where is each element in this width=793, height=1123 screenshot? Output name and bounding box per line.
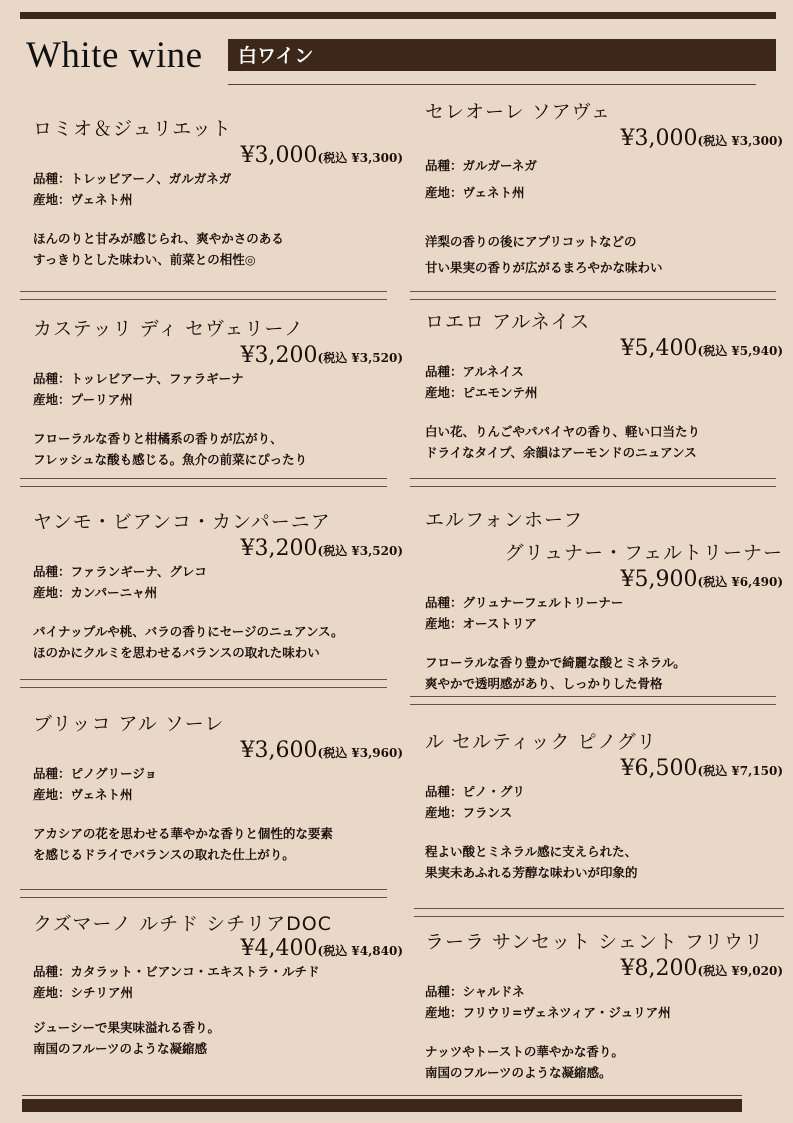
price-value: ¥3,200 xyxy=(240,343,318,368)
wine-price xyxy=(33,738,403,763)
origin: 産地：プーリア州 xyxy=(33,392,133,407)
price-value: ¥3,600 xyxy=(240,738,318,763)
wine-entry xyxy=(33,507,403,663)
tax-price-value: ¥3,960) xyxy=(351,746,403,760)
price-value: ¥5,900 xyxy=(620,567,698,592)
wine-price xyxy=(33,936,403,961)
description-line: ナッツやトーストの華やかな香り。 xyxy=(425,1044,624,1059)
description-line: 洋梨の香りの後にアプリコットなどの xyxy=(425,234,637,249)
description xyxy=(33,621,403,663)
variety: 品種：ファランギーナ、グレコ xyxy=(33,564,207,579)
wine-entry xyxy=(425,727,783,883)
wine-name: ロミオ＆ジュリエット xyxy=(33,118,232,140)
tax-prefix: (税込 xyxy=(697,764,732,778)
wine-entry xyxy=(33,709,403,865)
tax-included-price xyxy=(318,746,403,760)
origin: 産地：カンパーニャ州 xyxy=(33,585,158,600)
tax-prefix: (税込 xyxy=(317,746,352,760)
variety: 品種：トッレビアーナ、ファラギーナ xyxy=(33,371,244,386)
origin: 産地：フランス xyxy=(425,805,513,820)
tax-prefix: (税込 xyxy=(697,344,732,358)
separator xyxy=(20,478,387,487)
tax-included-price xyxy=(698,344,783,358)
description-line: 程よい酸とミネラル感に支えられた、 xyxy=(425,844,638,859)
origin: 産地：フリウリ=ヴェネツィア・ジュリア州 xyxy=(425,1005,671,1020)
price-value: ¥4,400 xyxy=(240,936,318,961)
tax-price-value: ¥4,840) xyxy=(351,944,403,958)
origin: 産地：オーストリア xyxy=(425,616,537,631)
description-line: パイナップルや桃、バラの香りにセージのニュアンス。 xyxy=(33,624,344,639)
tax-price-value: ¥3,300) xyxy=(731,134,783,148)
tax-included-price xyxy=(698,764,783,778)
description xyxy=(33,1017,403,1059)
description xyxy=(425,421,783,463)
description xyxy=(33,823,403,865)
description-line: すっきりとした味わい、前菜との相性◎ xyxy=(33,252,256,267)
page-title-jp: 白ワイン xyxy=(238,45,314,67)
wine-entry xyxy=(33,909,403,1059)
top-bar xyxy=(20,12,776,19)
wine-name: ヤンモ・ビアンコ・カンパーニア xyxy=(33,511,331,533)
origin: 産地：ヴェネト州 xyxy=(33,787,133,802)
variety: 品種：カタラット・ビアンコ・エキストラ・ルチド xyxy=(33,964,320,979)
tax-prefix: (税込 xyxy=(697,575,732,589)
wine-name: ブリッコ アル ソーレ xyxy=(33,713,225,735)
separator xyxy=(410,696,776,705)
page-title: White wine xyxy=(26,35,203,76)
wine-name-line2: グリュナー・フェルトリーナー xyxy=(504,542,783,564)
wine-name: ロエロ アルネイス xyxy=(425,311,591,333)
separator xyxy=(414,908,784,917)
title-banner xyxy=(228,39,776,71)
description-line: ジューシーで果実味溢れる香り。 xyxy=(33,1020,221,1035)
tax-price-value: ¥5,940) xyxy=(731,344,783,358)
tax-price-value: ¥6,490) xyxy=(731,575,783,589)
tax-price-value: ¥3,300) xyxy=(351,151,403,165)
description xyxy=(425,1041,783,1083)
separator xyxy=(20,291,387,300)
description-line: 白い花、りんごやパパイヤの香り、軽い口当たり xyxy=(425,424,701,439)
tax-price-value: ¥9,020) xyxy=(731,964,783,978)
wine-entry xyxy=(425,505,783,694)
tax-included-price xyxy=(318,544,403,558)
tax-included-price xyxy=(318,351,403,365)
variety: 品種：ピノ・グリ xyxy=(425,784,525,799)
wine-name: ラーラ サンセット シェント フリウリ xyxy=(425,931,765,953)
wine-price xyxy=(425,336,783,361)
description-line: フローラルな香りと柑橘系の香りが広がり、 xyxy=(33,431,283,446)
price-value: ¥8,200 xyxy=(620,956,698,981)
description-line: 南国のフルーツのような凝縮感 xyxy=(33,1041,208,1056)
description xyxy=(425,841,783,883)
wine-entry xyxy=(425,307,783,463)
origin: 産地：ヴェネト州 xyxy=(33,192,133,207)
variety: 品種：シャルドネ xyxy=(425,984,525,999)
wine-entry xyxy=(425,97,783,281)
description-line: ほんのりと甘みが感じられ、爽やかさのある xyxy=(33,231,284,246)
variety: 品種：ガルガーネガ xyxy=(425,158,537,173)
wine-price xyxy=(425,756,783,781)
description xyxy=(425,229,783,281)
wine-price xyxy=(425,567,783,592)
separator xyxy=(410,478,776,487)
tax-included-price xyxy=(318,944,403,958)
wine-name: エルフォンホーフ xyxy=(425,509,584,531)
separator xyxy=(410,291,776,300)
bottom-bar xyxy=(22,1099,742,1112)
origin: 産地：ピエモンテ州 xyxy=(425,385,538,400)
variety: 品種：アルネイス xyxy=(425,364,524,379)
tax-price-value: ¥3,520) xyxy=(351,351,403,365)
bottom-rule xyxy=(22,1095,742,1096)
description-line: 南国のフルーツのような凝縮感。 xyxy=(425,1065,612,1080)
price-value: ¥3,000 xyxy=(240,143,318,168)
description-line: 甘い果実の香りが広がるまろやかな味わい xyxy=(425,260,663,275)
separator xyxy=(20,889,387,898)
description-line: 果実未あふれる芳醇な味わいが印象的 xyxy=(425,865,638,880)
origin: 産地：シチリア州 xyxy=(33,985,134,1000)
tax-prefix: (税込 xyxy=(317,351,352,365)
wine-entry xyxy=(33,314,403,470)
description-line: フローラルな香り豊かで綺麗な酸とミネラル。 xyxy=(425,655,686,670)
tax-price-value: ¥3,520) xyxy=(351,544,403,558)
tax-price-value: ¥7,150) xyxy=(731,764,783,778)
tax-included-price xyxy=(318,151,403,165)
price-value: ¥3,200 xyxy=(240,536,318,561)
description-line: アカシアの花を思わせる華やかな香りと個性的な要素 xyxy=(33,826,333,841)
description xyxy=(33,228,403,270)
description-line: ドライなタイプ、余韻はアーモンドのニュアンス xyxy=(425,445,697,460)
description-line: ほのかにクルミを思わせるバランスの取れた味わい xyxy=(33,645,320,660)
price-value: ¥3,000 xyxy=(620,126,698,151)
description-line: を感じるドライでバランスの取れた仕上がり。 xyxy=(33,847,295,862)
wine-entry xyxy=(425,927,783,1083)
price-value: ¥6,500 xyxy=(620,756,698,781)
tax-prefix: (税込 xyxy=(697,964,732,978)
tax-prefix: (税込 xyxy=(317,151,352,165)
separator xyxy=(20,679,387,688)
description-line: 爽やかで透明感があり、しっかりした骨格 xyxy=(425,676,663,691)
wine-price xyxy=(33,143,403,168)
wine-entry xyxy=(33,114,403,270)
tax-included-price xyxy=(698,575,783,589)
description-line: フレッシュな酸も感じる。魚介の前菜にぴったり xyxy=(33,452,308,467)
description xyxy=(425,652,783,694)
origin: 産地：ヴェネト州 xyxy=(425,185,525,200)
wine-price xyxy=(425,126,783,151)
wine-price xyxy=(33,536,403,561)
wine-name: クズマーノ ルチド シチリアDOC xyxy=(33,913,332,935)
wine-name: ル セルティック ピノグリ xyxy=(425,731,657,753)
variety: 品種：トレッビアーノ、ガルガネガ xyxy=(33,171,232,186)
wine-name: カステッリ ディ セヴェリーノ xyxy=(33,318,305,340)
wine-price xyxy=(425,956,783,981)
variety: 品種：グリュナーフェルトリーナー xyxy=(425,595,624,610)
description xyxy=(33,428,403,470)
header-rule xyxy=(228,84,756,85)
wine-name: セレオーレ ソアヴェ xyxy=(425,101,611,123)
tax-included-price xyxy=(698,964,783,978)
price-value: ¥5,400 xyxy=(620,336,698,361)
wine-price xyxy=(33,343,403,368)
tax-prefix: (税込 xyxy=(317,544,352,558)
tax-prefix: (税込 xyxy=(317,944,352,958)
variety: 品種：ピノグリージョ xyxy=(33,766,158,781)
tax-prefix: (税込 xyxy=(697,134,732,148)
tax-included-price xyxy=(698,134,783,148)
